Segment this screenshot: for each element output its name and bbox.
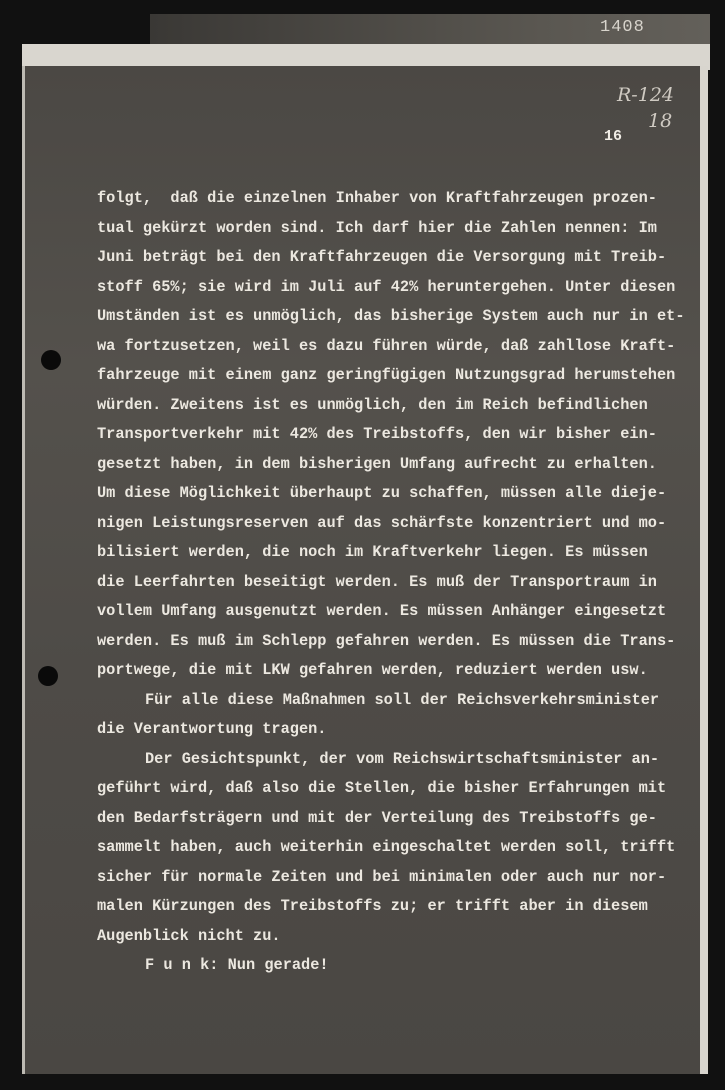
text-line: Augenblick nicht zu. [97,926,281,945]
text-line: vollem Umfang ausgenutzt werden. Es müssen Anhänger eingesetzt [97,602,667,620]
text-line: gesetzt haben, in dem bisherigen Umfang aufrecht zu erhalten. [97,454,657,473]
text-line: Juni beträgt bei den Kraftfahrzeugen die Versorgung mit Treib- [97,248,667,266]
text-line: die Leerfahrten beseitigt werden. Es muß der Transportraum in [97,572,657,591]
text-line: malen Kürzungen des Treibstoffs zu; er trifft aber in diesem [97,897,648,915]
text-line: wa fortzusetzen, weil es dazu führen würde, daß zahllose Kraft- [97,336,676,355]
text-line: sicher für normale Zeiten und bei minimalen oder auch nur nor- [97,867,667,886]
punch-hole-icon [38,666,58,686]
text-line: den Bedarfsträgern und mit der Verteilung des Treibstoffs ge- [97,808,657,827]
punch-hole-icon [41,350,61,370]
text-line: die Verantwortung tragen. [97,720,327,738]
text-line: Um diese Möglichkeit überhaupt zu schaffen, müssen alle dieje- [97,484,667,502]
text-line: Umständen ist es unmöglich, das bisherige System auch nur in et- [97,307,685,325]
text-line: Für alle diese Maßnahmen soll der Reichsverkehrsminister [145,690,660,709]
text-line: folgt, daß die einzelnen Inhaber von Kraftfahrzeugen prozen- [97,189,657,207]
text-line: bilisiert werden, die noch im Kraftverkehr liegen. Es müssen [97,543,648,561]
text-line: tual gekürzt worden sind. Ich darf hier die Zahlen nennen: Im [97,218,657,237]
handwritten-reference: R-124 [617,84,674,106]
typed-text-body [97,184,687,981]
text-line: würden. Zweitens ist es unmöglich, den im Reich befindlichen [97,395,648,414]
text-line: fahrzeuge mit einem ganz geringfügigen Nutzungsgrad herumstehen [97,366,676,384]
text-line: portwege, die mit LKW gefahren werden, reduziert werden usw. [97,661,648,679]
text-line: Transportverkehr mit 42% des Treibstoffs, den wir bisher ein- [97,425,657,443]
text-line: F u n k: Nun gerade! [145,956,329,974]
text-line: geführt wird, daß also die Stellen, die bisher Erfahrungen mit [97,779,667,797]
archive-number: 1408 [600,18,645,37]
handwritten-subnumber: 18 [648,110,673,132]
text-line: sammelt haben, auch weiterhin eingeschaltet werden soll, trifft [97,838,676,856]
page-number: 16 [604,128,623,145]
text-line: Der Gesichtspunkt, der vom Reichswirtschaftsminister an- [145,749,660,768]
text-line: nigen Leistungsreserven auf das schärfste konzentriert und mo- [97,513,667,532]
text-line: werden. Es muß im Schlepp gefahren werden. Es müssen die Trans- [97,631,676,650]
text-line: stoff 65%; sie wird im Juli auf 42% heruntergehen. Unter diesen [97,277,676,296]
